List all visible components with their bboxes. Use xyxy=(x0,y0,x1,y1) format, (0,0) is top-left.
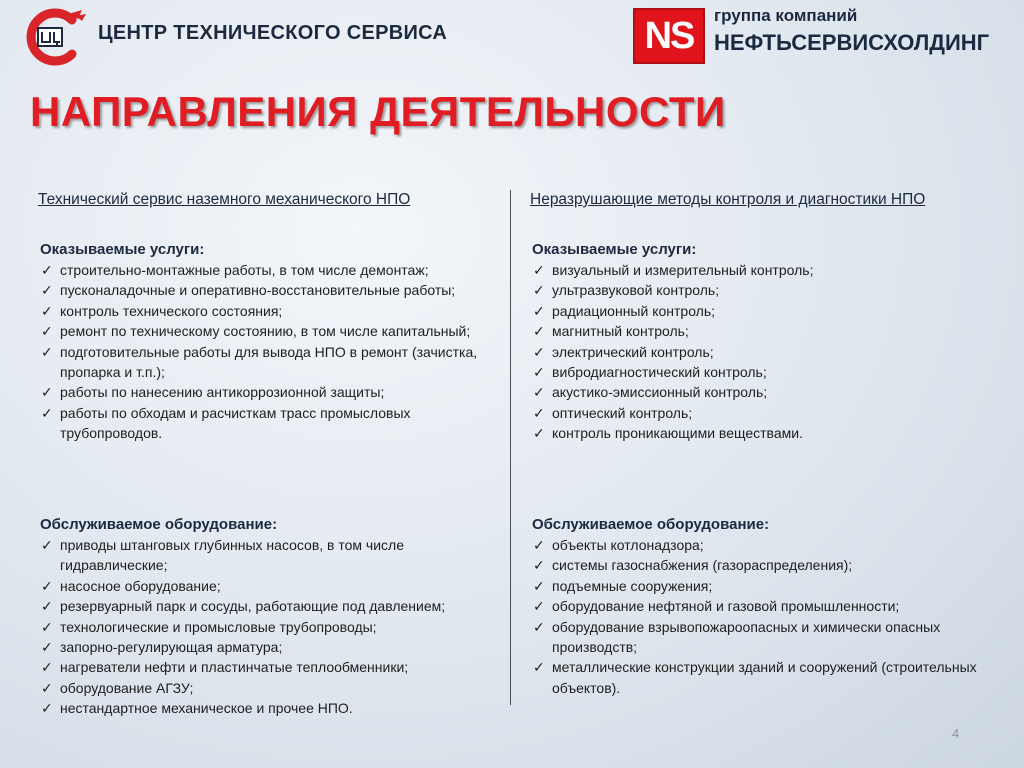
list-item xyxy=(40,342,500,383)
right-equipment-label: Обслуживаемое оборудование: xyxy=(532,516,770,533)
company-name-left: ЦЕНТР ТЕХНИЧЕСКОГО СЕРВИСА xyxy=(98,22,448,44)
list-item xyxy=(40,535,500,576)
list-item-text: запорно-регулирующая арматура; xyxy=(60,639,283,656)
left-column-heading: Технический сервис наземного механического НПО xyxy=(38,191,411,208)
checkmark-icon: ✓ xyxy=(41,323,53,340)
checkmark-icon: ✓ xyxy=(533,537,545,553)
checkmark-icon: ✓ xyxy=(41,302,53,319)
checkmark-icon: ✓ xyxy=(533,302,545,319)
checkmark-icon: ✓ xyxy=(41,537,53,553)
list-item-text: строительно-монтажные работы, в том числе демонтаж; xyxy=(60,262,429,278)
right-services-list xyxy=(532,260,813,444)
list-item xyxy=(532,321,813,341)
list-item-text: оптический контроль; xyxy=(552,404,693,421)
list-item xyxy=(40,260,500,280)
list-item xyxy=(532,555,1000,575)
list-item-text: металлические конструкции зданий и сооружений (строительных объектов). xyxy=(552,659,977,696)
right-column-heading: Неразрушающие методы контроля и диагностики НПО xyxy=(530,191,926,208)
list-item xyxy=(532,617,1000,658)
list-item xyxy=(532,403,813,423)
list-item xyxy=(40,576,500,596)
checkmark-icon: ✓ xyxy=(41,343,53,360)
list-item xyxy=(40,657,500,677)
ns-logo: NS xyxy=(633,8,705,64)
list-item xyxy=(40,321,500,341)
left-services-list xyxy=(40,260,500,444)
list-item xyxy=(40,382,500,402)
cts-logo-icon xyxy=(18,6,90,66)
list-item-text: нестандартное механическое и прочее НПО. xyxy=(60,700,353,717)
checkmark-icon: ✓ xyxy=(533,598,545,615)
checkmark-icon: ✓ xyxy=(41,384,53,401)
list-item xyxy=(40,637,500,657)
checkmark-icon: ✓ xyxy=(41,639,53,656)
list-item-text: ультразвуковой контроль; xyxy=(552,282,720,299)
checkmark-icon: ✓ xyxy=(533,618,545,635)
left-services-label: Оказываемые услуги: xyxy=(40,241,205,258)
list-item xyxy=(40,698,500,718)
list-item xyxy=(532,362,813,382)
list-item xyxy=(40,301,500,321)
list-item-text: работы по нанесению антикоррозионной защиты; xyxy=(60,384,385,401)
group-name: НЕФТЬСЕРВИСХОЛДИНГ xyxy=(714,30,990,55)
checkmark-icon: ✓ xyxy=(41,404,53,421)
list-item-text: оборудование взрывопожароопасных и химически опасных производств; xyxy=(552,618,941,656)
right-services-section xyxy=(532,240,813,444)
checkmark-icon: ✓ xyxy=(533,262,545,278)
checkmark-icon: ✓ xyxy=(41,282,53,299)
right-equipment-section xyxy=(532,515,1000,698)
list-item xyxy=(40,678,500,698)
list-item-text: подготовительные работы для вывода НПО в ремонт (зачистка, пропарка и т.п.); xyxy=(60,343,478,381)
checkmark-icon: ✓ xyxy=(41,700,53,717)
page-title: НАПРАВЛЕНИЯ ДЕЯТЕЛЬНОСТИ xyxy=(30,88,726,135)
checkmark-icon: ✓ xyxy=(533,557,545,574)
list-item xyxy=(532,657,1000,698)
list-item xyxy=(532,342,813,362)
list-item xyxy=(40,617,500,637)
list-item xyxy=(532,280,813,300)
checkmark-icon: ✓ xyxy=(41,598,53,615)
list-item-text: подъемные сооружения; xyxy=(552,577,713,594)
list-item-text: насосное оборудование; xyxy=(60,577,221,594)
right-column xyxy=(530,190,1000,696)
checkmark-icon: ✓ xyxy=(533,343,545,360)
list-item-text: радиационный контроль; xyxy=(552,302,716,319)
list-item xyxy=(532,382,813,402)
checkmark-icon: ✓ xyxy=(533,404,545,421)
list-item-text: вибродиагностический контроль; xyxy=(552,364,767,381)
checkmark-icon: ✓ xyxy=(533,577,545,594)
left-equipment-section xyxy=(40,515,500,719)
right-equipment-list xyxy=(532,535,1000,698)
checkmark-icon: ✓ xyxy=(41,577,53,594)
list-item xyxy=(532,260,813,280)
list-item-text: магнитный контроль; xyxy=(552,323,689,340)
list-item xyxy=(532,423,813,443)
checkmark-icon: ✓ xyxy=(533,364,545,381)
list-item-text: оборудование нефтяной и газовой промышленности; xyxy=(552,598,900,615)
checkmark-icon: ✓ xyxy=(533,425,545,442)
checkmark-icon: ✓ xyxy=(41,262,53,278)
checkmark-icon: ✓ xyxy=(533,282,545,299)
checkmark-icon: ✓ xyxy=(533,323,545,340)
list-item-text: объекты котлонадзора; xyxy=(552,537,704,553)
list-item-text: нагреватели нефти и пластинчатые теплообменники; xyxy=(60,659,409,676)
checkmark-icon: ✓ xyxy=(41,618,53,635)
list-item-text: пусконаладочные и оперативно-восстановительные работы; xyxy=(60,282,456,299)
group-label: группа компаний xyxy=(714,6,858,25)
list-item-text: визуальный и измерительный контроль; xyxy=(552,262,814,278)
list-item-text: ремонт по техническому состоянию, в том числе капитальный; xyxy=(60,323,471,340)
list-item xyxy=(40,403,500,444)
list-item xyxy=(532,596,1000,616)
left-services-section xyxy=(40,240,500,444)
list-item xyxy=(40,280,500,300)
list-item-text: оборудование АГЗУ; xyxy=(60,679,194,696)
list-item xyxy=(532,535,1000,555)
left-equipment-list xyxy=(40,535,500,719)
list-item-text: технологические и промысловые трубопроводы; xyxy=(60,618,377,635)
list-item xyxy=(532,576,1000,596)
list-item-text: электрический контроль; xyxy=(552,343,714,360)
list-item-text: контроль технического состояния; xyxy=(60,302,283,319)
left-equipment-label: Обслуживаемое оборудование: xyxy=(40,516,278,533)
list-item-text: системы газоснабжения (газораспределения); xyxy=(552,557,853,574)
right-services-label: Оказываемые услуги: xyxy=(532,241,697,258)
checkmark-icon: ✓ xyxy=(41,679,53,696)
page-number: 4 xyxy=(952,726,960,741)
list-item-text: резервуарный парк и сосуды, работающие под давлением; xyxy=(60,598,446,615)
list-item xyxy=(40,596,500,616)
list-item xyxy=(532,301,813,321)
checkmark-icon: ✓ xyxy=(533,659,545,676)
list-item-text: приводы штанговых глубинных насосов, в том числе гидравлические; xyxy=(60,537,404,574)
column-divider xyxy=(510,190,511,705)
list-item-text: работы по обходам и расчисткам трасс промысловых трубопроводов. xyxy=(60,404,411,442)
list-item-text: контроль проникающими веществами. xyxy=(552,425,803,442)
checkmark-icon: ✓ xyxy=(41,659,53,676)
list-item-text: акустико-эмиссионный контроль; xyxy=(552,384,768,401)
left-column xyxy=(38,190,500,717)
checkmark-icon: ✓ xyxy=(533,384,545,401)
